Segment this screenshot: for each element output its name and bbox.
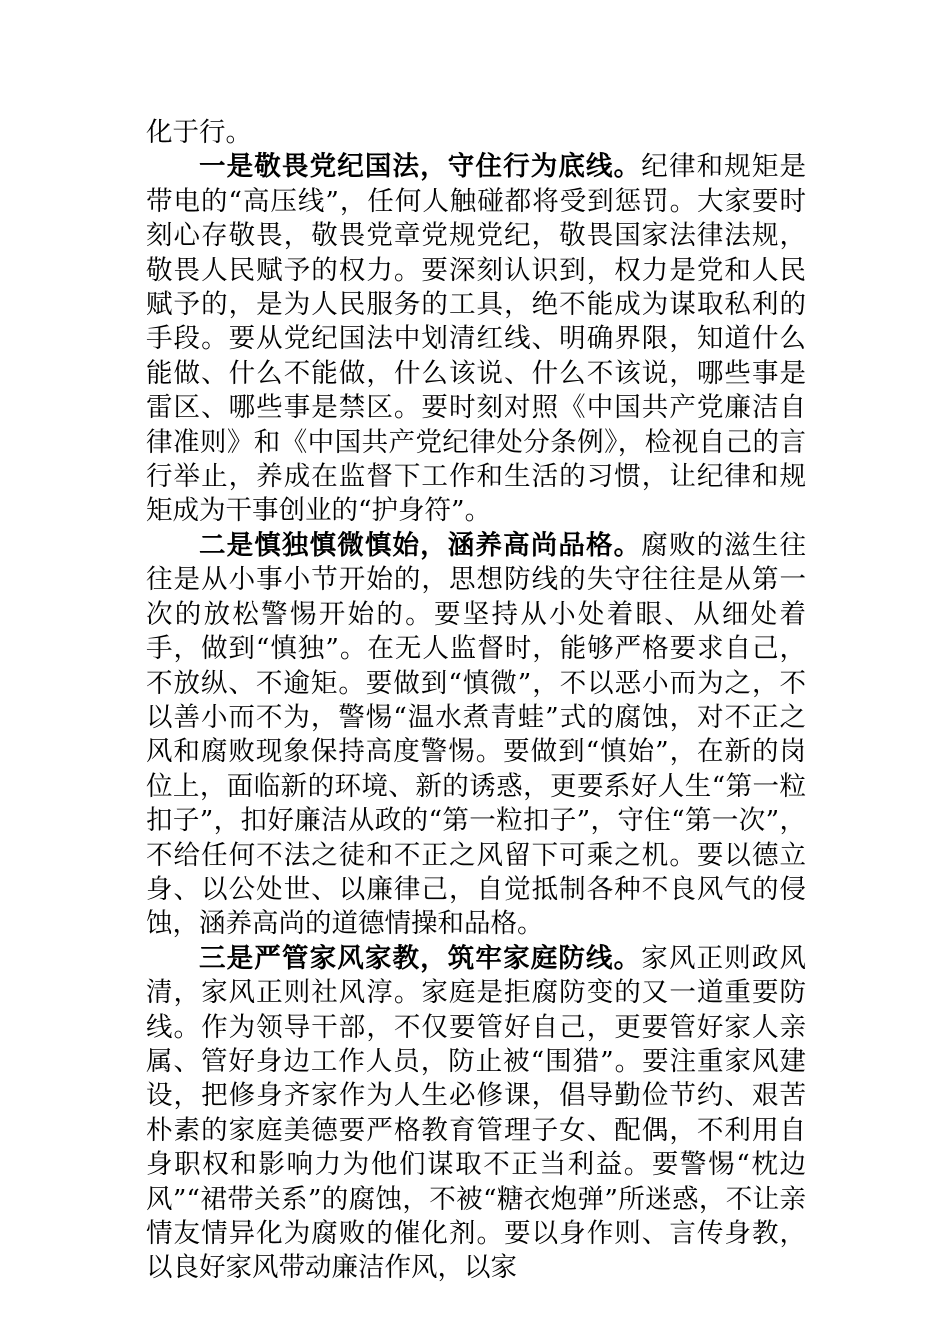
document-body (146, 116, 806, 1286)
paragraph-point-one (146, 150, 806, 528)
paragraph-point-three (146, 942, 806, 1286)
paragraph-heading: 三是严管家风家教，筑牢家庭防线。 (199, 942, 642, 974)
paragraph-text: 化于行。 (146, 117, 252, 148)
paragraph-continuation (146, 116, 806, 150)
paragraph-heading: 二是慎独慎微慎始，涵养高尚品格。 (199, 529, 642, 561)
paragraph-text: 家风正则政风清，家风正则社风淳。家庭是拒腐防变的又一道重要防线。作为领导干部，不仅要管好自己，更要管好家人亲属、管好身边工作人员，防止被“围猎”。要注重家风建设，把修身齐家作为人生必修课，倡导勤俭节约、艰苦朴素的家庭美德要严格教育管理子女、配偶，不利用自身职权和影响力为他们谋取不正当利益。要警惕“枕边风”“裙带关系”的腐蚀，不被“糖衣炮弹”所迷惑，不让亲情友情异化为腐败的催化剂。要以身作则、言传身教，以良好家风带动廉洁作风，以家 (146, 942, 807, 1284)
paragraph-point-two (146, 529, 806, 942)
paragraph-heading: 一是敬畏党纪国法，守住行为底线。 (199, 151, 642, 183)
paragraph-text: 纪律和规矩是带电的“高压线”，任何人触碰都将受到惩罚。大家要时刻心存敬畏，敬畏党章党规党纪，敬畏国家法律法规，敬畏人民赋予的权力。要深刻认识到，权力是党和人民赋予的，是为人民服务的工具，绝不能成为谋取私利的手段。要从党纪国法中划清红线、明确界限，知道什么能做、什么不能做，什么该说、什么不该说，哪些事是雷区、哪些事是禁区。要时刻对照《中国共产党廉洁自律准则》和《中国共产党纪律处分条例》，检视自己的言行举止，养成在监督下工作和生活的习惯，让纪律和规矩成为干事创业的“护身符”。 (146, 151, 807, 527)
paragraph-text: 腐败的滋生往往是从小事小节开始的，思想防线的失守往往是从第一次的放松警惕开始的。要坚持从小处着眼、从细处着手，做到“慎独”。在无人监督时，能够严格要求自己，不放纵、不逾矩。要做到“慎微”，不以恶小而为之，不以善小而不为，警惕“温水煮青蛙”式的腐蚀，对不正之风和腐败现象保持高度警惕。要做到“慎始”，在新的岗位上，面临新的环境、新的诱惑，更要系好人生“第一粒扣子”，扣好廉洁从政的“第一粒扣子”，守住“第一次”，不给任何不法之徒和不正之风留下可乘之机。要以德立身、以公处世、以廉律己，自觉抵制各种不良风气的侵蚀，涵养高尚的道德情操和品格。 (146, 529, 807, 940)
